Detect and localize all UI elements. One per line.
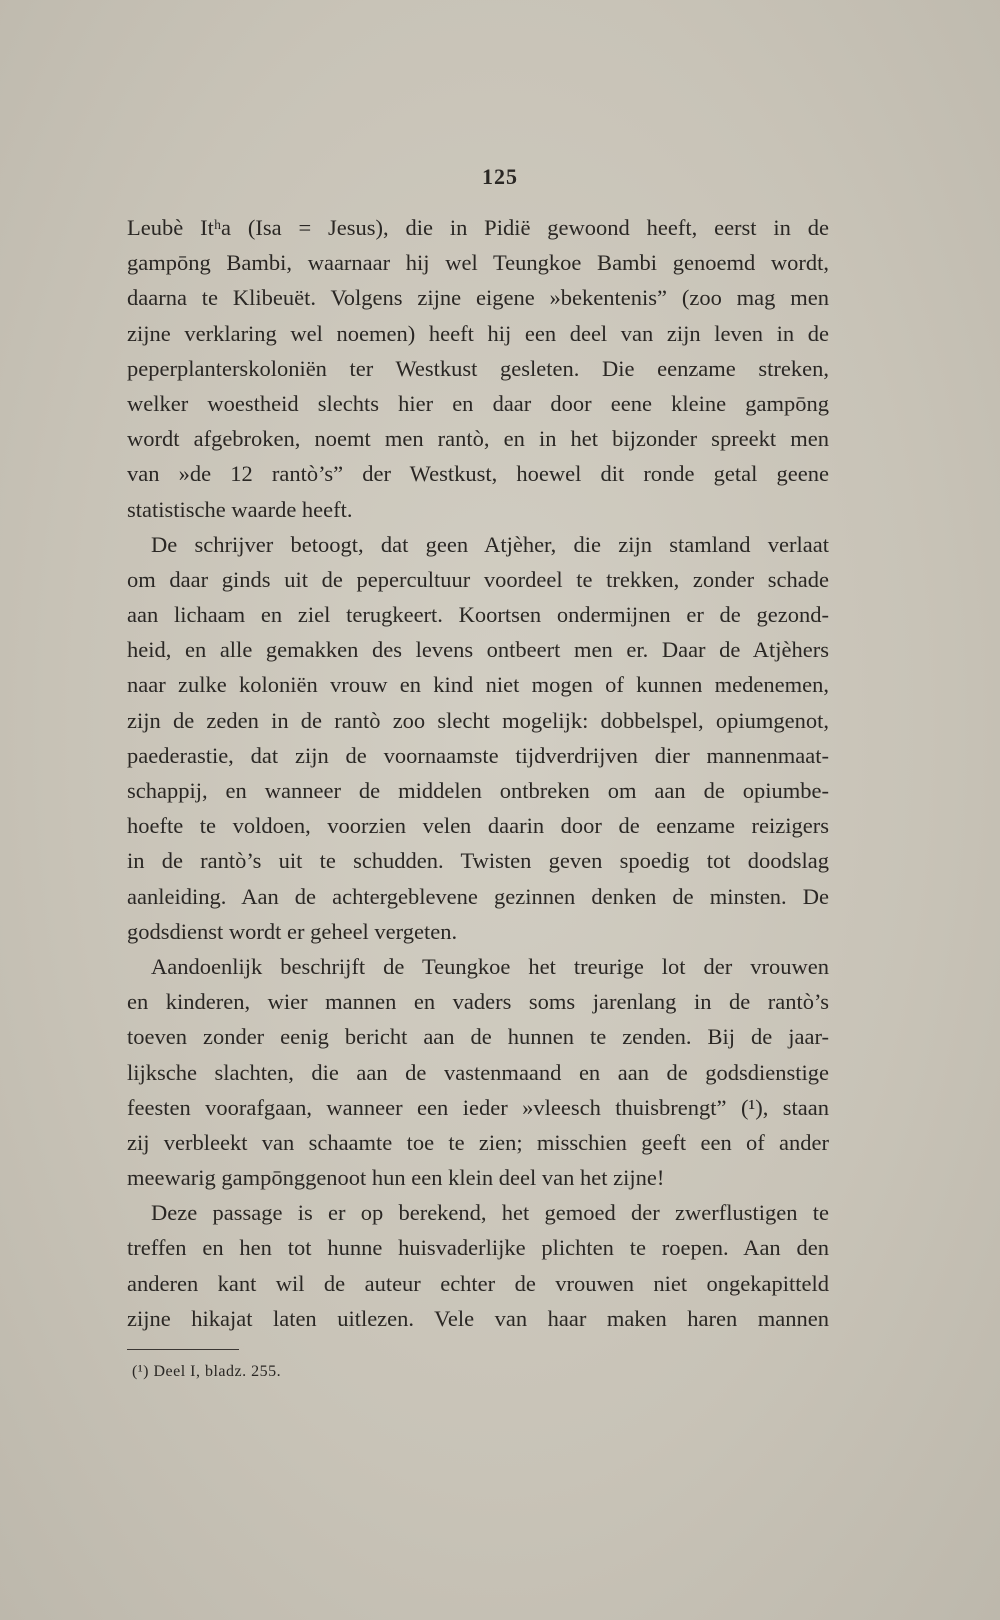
text-line: Leubè Itʰa (Isa = Jesus), die in Pidië gewoond heeft, eerst in de [127,215,829,240]
footnote-divider [127,1349,239,1350]
text-line: van »de 12 rantò’s” der Westkust, hoewel dit ronde getal geene [127,461,829,487]
page-number: 125 [482,164,518,189]
text-line: zijne hikajat laten uitlezen. Vele van haar maken haren mannen [127,1305,829,1331]
text-line: statistische waarde heeft. [127,496,353,522]
text-line: in de rantò’s uit te schudden. Twisten geven spoedig tot doodslag [127,848,829,874]
text-line: Aandoenlijk beschrijft de Teungkoe het treurige lot der vrouwen [151,953,829,979]
text-line: aanleiding. Aan de achtergeblevene gezinnen denken de minsten. De [127,883,829,909]
text-line: daarna te Klibeuët. Volgens zijne eigene »bekentenis” (zoo mag men [127,285,829,311]
text-line: zijn de zeden in de rantò zoo slecht mogelijk: dobbelspel, opiumgenot, [127,707,829,733]
text-line: toeven zonder eenig bericht aan de hunnen te zenden. Bij de jaar- [127,1024,829,1050]
text-line: peperplanterskoloniën ter Westkust gesleten. Die eenzame streken, [127,355,829,381]
text-line: Deze passage is er op berekend, het gemoed der zwerflustigen te [151,1200,829,1226]
text-line: meewarig gampōnggenoot hun een klein deel van het zijne! [127,1165,665,1191]
text-line: hoefte te voldoen, voorzien velen daarin door de eenzame reizigers [127,813,829,839]
body-text [127,210,829,1336]
text-line: schappij, en wanneer de middelen ontbreken om aan de opiumbe- [127,778,829,803]
text-line: naar zulke koloniën vrouw en kind niet mogen of kunnen medenemen, [127,672,829,698]
text-line: De schrijver betoogt, dat geen Atjèher, die zijn stamland verlaat [151,531,829,557]
text-line: en kinderen, wier mannen en vaders soms jarenlang in de rantò’s [127,989,829,1015]
footnote: (¹) Deel I, bladz. 255. [132,1363,282,1380]
text-line: lijksche slachten, die aan de vastenmaand en aan de godsdienstige [127,1059,829,1085]
text-line: treffen en hen tot hunne huisvaderlijke plichten te roepen. Aan den [127,1235,829,1261]
text-line: welker woestheid slechts hier en daar door eene kleine gampōng [127,390,829,416]
text-line: wordt afgebroken, noemt men rantò, en in het bijzonder spreekt men [127,426,829,452]
text-line: zij verbleekt van schaamte toe te zien; misschien geeft een of ander [127,1129,829,1155]
text-line: feesten voorafgaan, wanneer een ieder »vleesch thuisbrengt” (¹), staan [127,1094,829,1120]
text-line: anderen kant wil de auteur echter de vrouwen niet ongekapitteld [127,1270,829,1296]
text-line: paederastie, dat zijn de voornaamste tijdverdrijven dier mannenmaat- [127,742,829,768]
text-line: aan lichaam en ziel terugkeert. Koortsen ondermijnen er de gezond- [127,602,829,628]
text-line: gampōng Bambi, waarnaar hij wel Teungkoe Bambi genoemd wordt, [127,250,829,276]
text-line: zijne verklaring wel noemen) heeft hij een deel van zijn leven in de [127,320,829,346]
text-line: heid, en alle gemakken des levens ontbeert men er. Daar de Atjèhers [127,637,829,663]
text-line: om daar ginds uit de pepercultuur voordeel te trekken, zonder schade [127,566,829,592]
text-line: godsdienst wordt er geheel vergeten. [127,918,458,944]
